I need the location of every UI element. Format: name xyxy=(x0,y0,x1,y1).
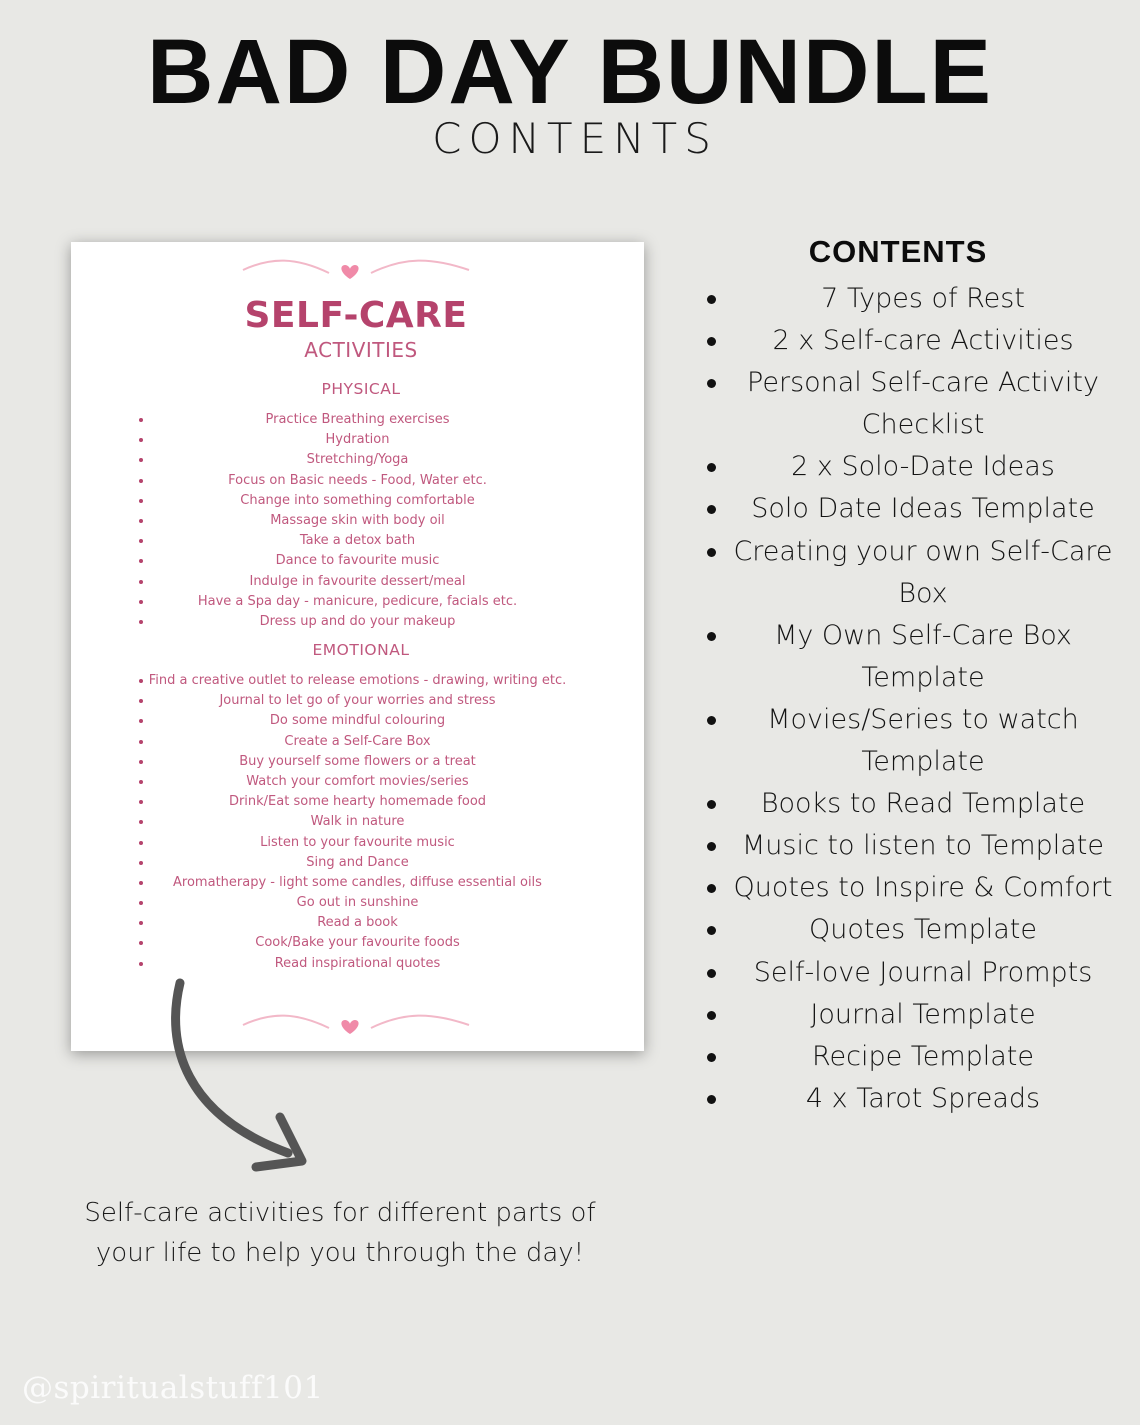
list-item: Quotes to Inspire & Comfort xyxy=(700,867,1122,909)
list-item: Music to listen to Template xyxy=(700,825,1122,867)
list-item: 4 x Tarot Spreads xyxy=(700,1078,1122,1120)
list-item: Practice Breathing exercises xyxy=(71,410,644,430)
list-item: Change into something comfortable xyxy=(71,491,644,511)
bullet-icon xyxy=(707,295,716,304)
curved-arrow-icon xyxy=(160,975,320,1175)
list-item: Go out in sunshine xyxy=(71,893,644,913)
physical-list xyxy=(71,410,644,632)
bullet-icon xyxy=(707,884,716,893)
bullet-icon xyxy=(707,716,716,725)
list-item: Walk in nature xyxy=(71,812,644,832)
bullet-icon xyxy=(707,379,716,388)
list-item: Self-love Journal Prompts xyxy=(700,952,1122,994)
list-item: Read a book xyxy=(71,913,644,933)
document-heading: SELF-CARE xyxy=(244,295,468,336)
list-item: Stretching/Yoga xyxy=(71,450,644,470)
list-item: Cook/Bake your favourite foods xyxy=(71,933,644,953)
list-item: Solo Date Ideas Template xyxy=(700,488,1122,530)
list-item: Recipe Template xyxy=(700,1036,1122,1078)
section-label-emotional: EMOTIONAL xyxy=(312,641,410,659)
list-item: Find a creative outlet to release emotions - drawing, writing etc. xyxy=(71,671,644,691)
list-item: 2 x Self-care Activities xyxy=(700,320,1122,362)
main-subtitle: CONTENTS xyxy=(432,114,718,163)
list-item: Dance to favourite music xyxy=(71,551,644,571)
list-item: Take a detox bath xyxy=(71,531,644,551)
list-item: Journal to let go of your worries and stress xyxy=(71,691,644,711)
list-item: Massage skin with body oil xyxy=(71,511,644,531)
heart-icon xyxy=(341,265,358,279)
list-item: Aromatherapy - light some candles, diffuse essential oils xyxy=(71,873,644,893)
list-item: Dress up and do your makeup xyxy=(71,612,644,632)
list-item: Journal Template xyxy=(700,994,1122,1036)
bullet-icon xyxy=(707,1053,716,1062)
list-item: Personal Self-care Activity Checklist xyxy=(700,362,1122,446)
list-item: Creating your own Self-Care Box xyxy=(700,531,1122,615)
bullet-icon xyxy=(707,632,716,641)
bullet-icon xyxy=(707,969,716,978)
bullet-icon xyxy=(707,463,716,472)
bullet-icon xyxy=(707,800,716,809)
list-item: Watch your comfort movies/series xyxy=(71,772,644,792)
main-title: BAD DAY BUNDLE xyxy=(147,21,993,123)
document-subheading: ACTIVITIES xyxy=(304,338,418,362)
list-item: Hydration xyxy=(71,430,644,450)
heart-flourish-top xyxy=(241,259,473,283)
emotional-list xyxy=(71,671,644,974)
bullet-icon xyxy=(707,1095,716,1104)
list-item: Read inspirational quotes xyxy=(71,954,644,974)
list-item: Listen to your favourite music xyxy=(71,833,644,853)
caption-line: Self-care activities for different parts of xyxy=(84,1198,596,1228)
list-item: 7 Types of Rest xyxy=(700,278,1122,320)
list-item: Do some mindful colouring xyxy=(71,711,644,731)
list-item: Create a Self-Care Box xyxy=(71,732,644,752)
caption-line: your life to help you through the day! xyxy=(95,1238,585,1268)
contents-list xyxy=(700,278,1140,1120)
heart-icon xyxy=(341,1020,358,1034)
section-label-physical: PHYSICAL xyxy=(321,380,401,398)
list-item: Have a Spa day - manicure, pedicure, facials etc. xyxy=(71,592,644,612)
list-item: Indulge in favourite dessert/meal xyxy=(71,572,644,592)
watermark: @spiritualstuff101 xyxy=(22,1370,324,1406)
list-item: Focus on Basic needs - Food, Water etc. xyxy=(71,471,644,491)
list-item: 2 x Solo-Date Ideas xyxy=(700,446,1122,488)
bullet-icon xyxy=(707,548,716,557)
list-item: Buy yourself some flowers or a treat xyxy=(71,752,644,772)
list-item: Drink/Eat some hearty homemade food xyxy=(71,792,644,812)
list-item: Movies/Series to watch Template xyxy=(700,699,1122,783)
list-item: Books to Read Template xyxy=(700,783,1122,825)
bullet-icon xyxy=(707,1011,716,1020)
bullet-icon xyxy=(707,505,716,514)
contents-title: CONTENTS xyxy=(808,234,988,269)
bullet-icon xyxy=(707,926,716,935)
caption xyxy=(40,1193,640,1273)
document-preview xyxy=(71,242,644,1051)
bullet-icon xyxy=(707,842,716,851)
list-item: Sing and Dance xyxy=(71,853,644,873)
bullet-icon xyxy=(707,337,716,346)
list-item: My Own Self-Care Box Template xyxy=(700,615,1122,699)
list-item: Quotes Template xyxy=(700,909,1122,951)
